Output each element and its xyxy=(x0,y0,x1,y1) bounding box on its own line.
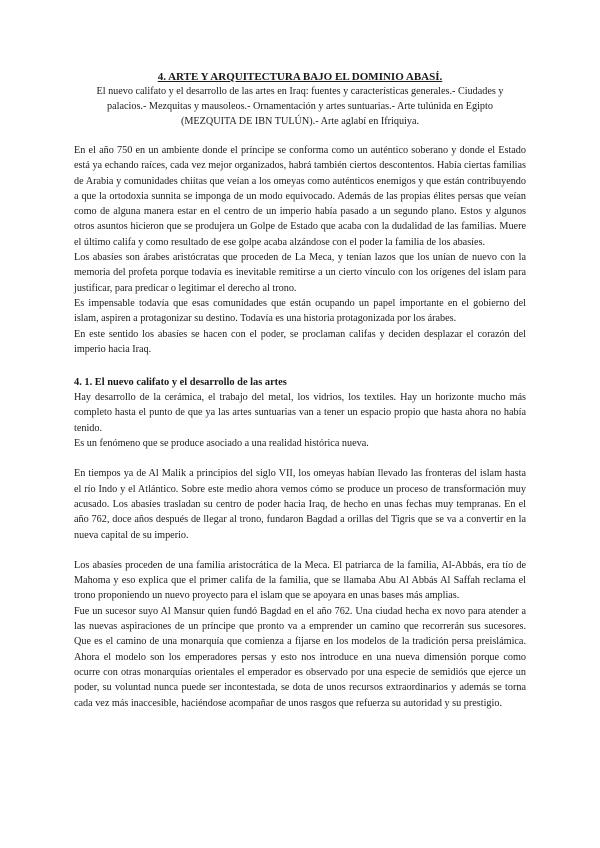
section-heading: 4. 1. El nuevo califato y el desarrollo de las artes xyxy=(74,377,287,389)
intro-paragraph: Es impensable todavía que esas comunidades que están ocupando un papel importante en el gobierno del islam, aspiren a protagonizar su destino. Todavía es una historia protagonizada por los árabes. xyxy=(74,297,526,325)
intro-paragraph: Los abasíes son árabes aristócratas que proceden de La Meca, y tenían lazos que los unían de nuevo con la memoria del profeta porque todavía es inevitable remitirse a un cierto vínculo con los orígenes del islam para justificar, para predicar o legitimar el derecho al trono. xyxy=(74,252,526,294)
section-paragraph: Los abasíes proceden de una familia aristocrática de la Meca. El patriarca de la familia, Al-Abbás, era tío de Mahoma y eso explica que el primer califa de la familia, que se llamaba Abu Al Abbás Al Saffah reclama el trono proponiendo un nuevo proyecto para el islam que se apoyara en unas bases más amplias. xyxy=(74,559,526,602)
document-page xyxy=(74,70,526,711)
intro-paragraph: En el año 750 en un ambiente donde el príncipe se conforma como un auténtico soberano y donde el Estado está ya echando raíces, cada vez mejor organizados, habrá también ciertos descontentos. Había ciertas familias de Arabia y comunidades chiítas que veían a los omeyas como auténticos enemigos y que están contribuyendo a que la ortodoxia sunnita se imponga de un modo equivocado. Además de las propias élites persas que veían como de alguna manera estar en el centro de un imperio había pasado a un segundo plano. Estos y algunos otros asuntos hicieron que se produjera un Golpe de Estado que acaba con la dudalidad de las familias. Muere el último califa y como resultado de ese golpe acaba alzándose con el poder la familia de los abasíes. xyxy=(74,145,526,248)
section-paragraph: Es un fenómeno que se produce asociado a una realidad histórica nueva. xyxy=(74,438,369,450)
section-paragraph: Hay desarrollo de la cerámica, el trabajo del metal, los vidrios, los textiles. Hay un horizonte mucho más completo hasta el punto de que ya las artes suntuarias van a tener un espacio propio que hasta ahora no había tenido. xyxy=(74,392,526,434)
document-subtitle: El nuevo califato y el desarrollo de las artes en Iraq: fuentes y características generales.- Ciudades y palacios.- Mezquitas y mausoleos.- Ornamentación y artes suntuarias.- Arte tulúnida en Egipto (MEZQUITA DE IBN TULÚN).- Arte aglabí en Ifriquiya. xyxy=(96,86,504,127)
section-paragraph: En tiempos ya de Al Malik a principios del siglo VII, los omeyas habían llevado las fronteras del islam hasta el río Indo y el Atlántico. Sobre este medio ahora vemos cómo se produce un proceso de transformación muy acusado. Los abasíes trasladan su centro de poder hacia Iraq, de hecho en unas fechas muy tempranas. En el año 762, doce años después de llegar al trono, fundaron Bagdad a orillas del Tigris que se va a convertir en la nueva capital de su imperio. xyxy=(74,468,526,541)
intro-paragraph: En este sentido los abasíes se hacen con el poder, se proclaman califas y deciden desplazar el corazón del imperio hacia Iraq. xyxy=(74,328,526,355)
document-title: 4. ARTE Y ARQUITECTURA BAJO EL DOMINIO ABASÍ. xyxy=(157,71,443,83)
section-paragraph: Fue un sucesor suyo Al Mansur quien fundó Bagdad en el año 762. Una ciudad hecha ex novo para atender a las nuevas aspiraciones de un príncipe que pronto va a emprender un camino que recorrerán sus sucesores. Que es el camino de una monarquía que comienza a fijarse en los modelos de la tradición persa preislámica. Ahora el modelo son los emperadores persas y esto nos introduce en una nueva dimensión porque como ocurre con otras monarquías orientales el emperador es observado por una especie de semidiós que ejerce un poder, su voluntad nunca puede ser incontestada, se dota de unos recursos extraordinarios y además se torna cada vez más inaccesible, haciéndose acompañar de unos rasgos que refuerza su autoridad y su prestigio. xyxy=(74,605,526,709)
